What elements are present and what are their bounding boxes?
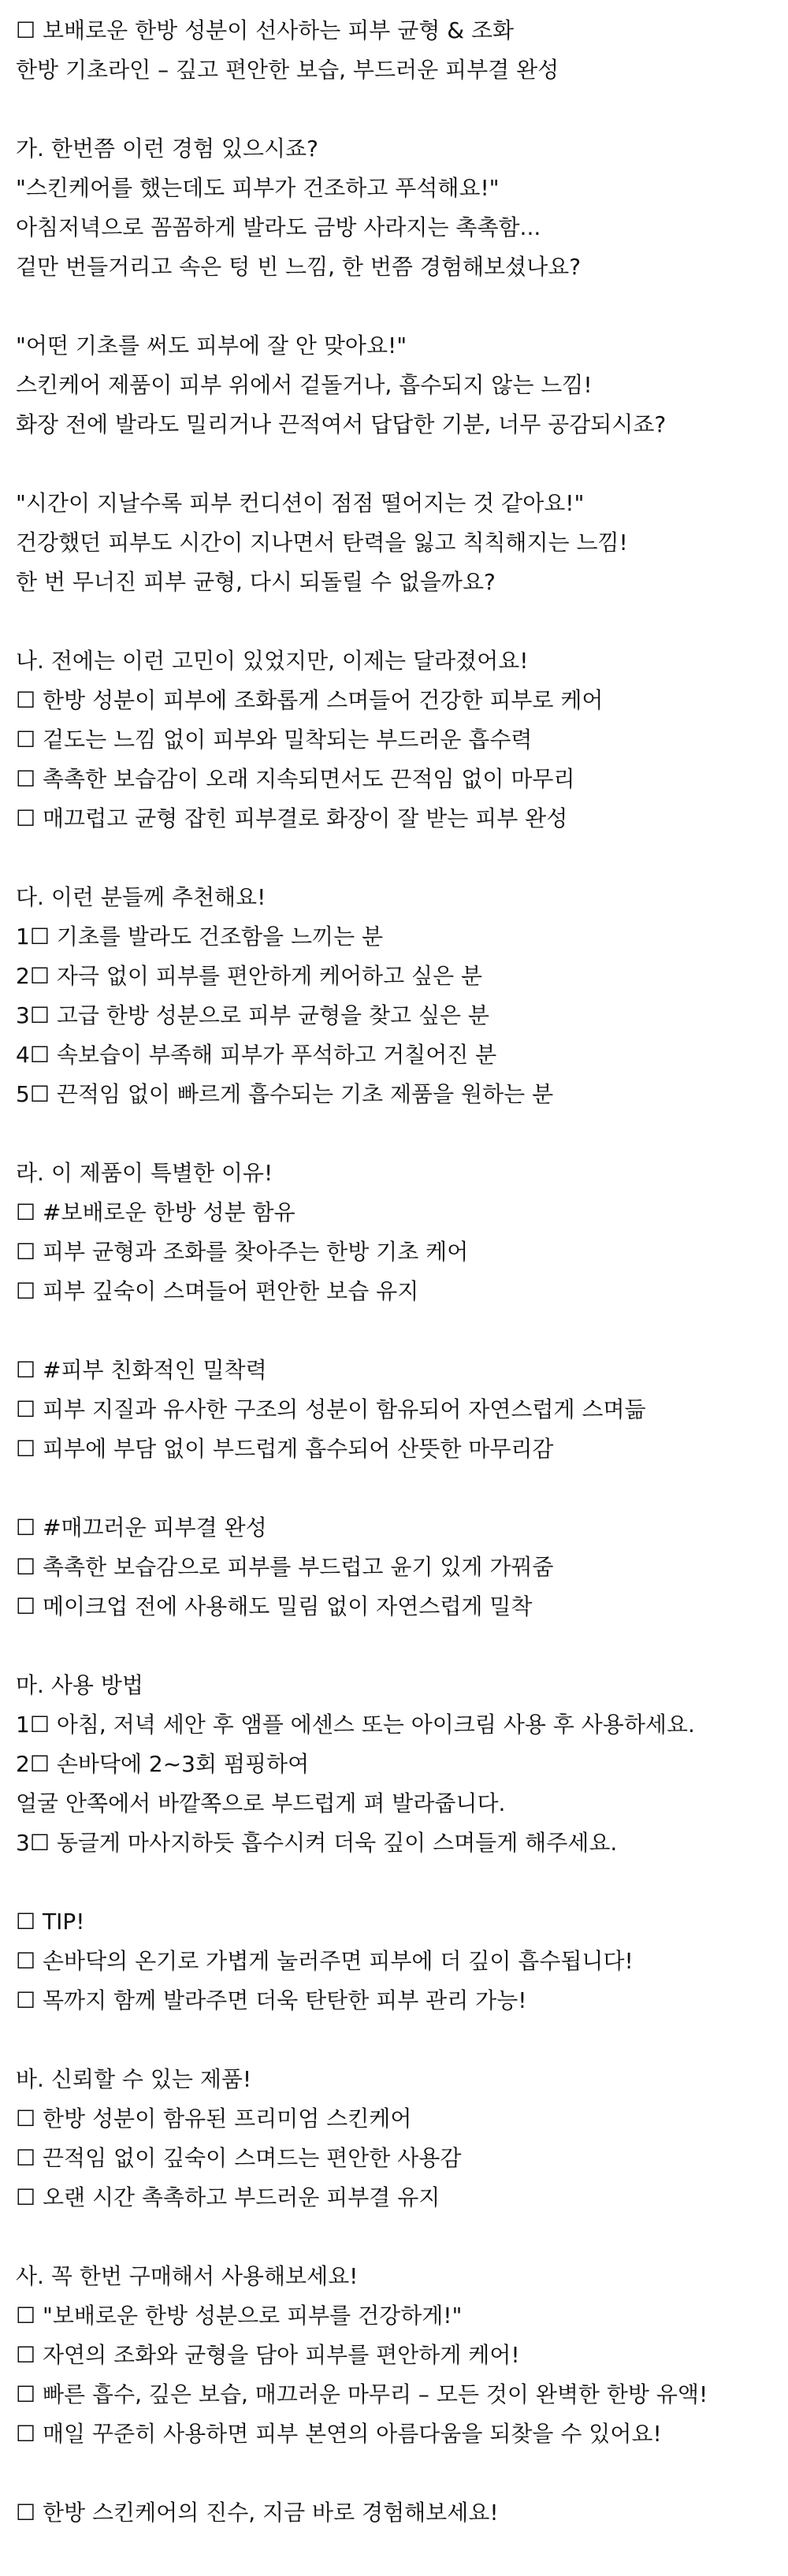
text-line: ☐ 오랜 시간 촉촉하고 부드러운 피부결 유지 <box>16 2184 440 2210</box>
text-line: 한 번 무너진 피부 균형, 다시 되돌릴 수 없을까요? <box>16 569 496 595</box>
text-line: 가. 한번쯤 이런 경험 있으시죠? <box>16 136 318 162</box>
text-line: ☐ #매끄러운 피부결 완성 <box>16 1515 267 1541</box>
blank-line <box>16 2217 772 2257</box>
text-line: ☐ 매끄럽고 균형 잡힌 피부결로 화장이 잘 받는 피부 완성 <box>16 805 568 831</box>
text-line: "시간이 지날수록 피부 컨디션이 점점 떨어지는 것 같아요!" <box>16 490 585 516</box>
text-line: ☐ #보배로운 한방 성분 함유 <box>16 1199 296 1225</box>
text-line: 3☐ 동글게 마사지하듯 흡수시켜 더욱 깊이 스며들게 해주세요. <box>16 1830 618 1856</box>
text-line: ☐ 보배로운 한방 성분이 선사하는 피부 균형 & 조화 <box>16 17 515 43</box>
text-line: 스킨케어 제품이 피부 위에서 겉돌거나, 흡수되지 않는 느낌! <box>16 372 593 398</box>
text-line: 5☐ 끈적임 없이 빠르게 흡수되는 기초 제품을 원하는 분 <box>16 1081 554 1107</box>
text-line: 얼굴 안쪽에서 바깥쪽으로 부드럽게 펴 발라줍니다. <box>16 1790 506 1816</box>
text-line: 1☐ 아침, 저녁 세안 후 앰플 에센스 또는 아이크림 사용 후 사용하세요. <box>16 1712 695 1738</box>
text-line: ☐ 피부 지질과 유사한 구조의 성분이 함유되어 자연스럽게 스며듦 <box>16 1396 646 1422</box>
text-line: 한방 기초라인 – 깊고 편안한 보습, 부드러운 피부결 완성 <box>16 57 559 83</box>
text-line: 라. 이 제품이 특별한 이유! <box>16 1160 273 1186</box>
text-line: 다. 이런 분들께 추천해요! <box>16 884 266 910</box>
text-line: 바. 신뢰할 수 있는 제품! <box>16 2066 252 2092</box>
text-line: ☐ TIP! <box>16 1909 85 1935</box>
product-description-text <box>16 11 772 2533</box>
blank-line <box>16 2020 772 2060</box>
text-line: "스킨케어를 했는데도 피부가 건조하고 푸석해요!" <box>16 175 500 201</box>
blank-line <box>16 1469 772 1508</box>
text-line: 나. 전에는 이런 고민이 있었지만, 이제는 달라졌어요! <box>16 648 529 674</box>
text-line: 화장 전에 발라도 밀리거나 끈적여서 답답한 기분, 너무 공감되시죠? <box>16 411 667 437</box>
text-line: ☐ 손바닥의 온기로 가볍게 눌러주면 피부에 더 깊이 흡수됩니다! <box>16 1948 634 1974</box>
blank-line <box>16 1863 772 1902</box>
text-line: ☐ 목까지 함께 발라주면 더욱 탄탄한 피부 관리 가능! <box>16 1987 527 2013</box>
text-line: ☐ 메이크업 전에 사용해도 밀림 없이 자연스럽게 밀착 <box>16 1593 533 1619</box>
text-line: ☐ 한방 성분이 피부에 조화롭게 스며들어 건강한 피부로 케어 <box>16 687 604 713</box>
text-line: ☐ #피부 친화적인 밀착력 <box>16 1357 267 1383</box>
blank-line <box>16 838 772 878</box>
text-line: 3☐ 고급 한방 성분으로 피부 균형을 찾고 싶은 분 <box>16 1002 489 1028</box>
text-line: 2☐ 자극 없이 피부를 편안하게 케어하고 싶은 분 <box>16 963 483 989</box>
text-line: 마. 사용 방법 <box>16 1672 143 1698</box>
text-line: 사. 꼭 한번 구매해서 사용해보세요! <box>16 2263 359 2289</box>
text-line: ☐ 겉도는 느낌 없이 피부와 밀착되는 부드러운 흡수력 <box>16 727 533 753</box>
text-line: ☐ 한방 스킨케어의 진수, 지금 바로 경험해보세요! <box>16 2500 499 2526</box>
text-line: ☐ 촉촉한 보습감으로 피부를 부드럽고 윤기 있게 가꿔줌 <box>16 1554 554 1580</box>
text-line: 건강했던 피부도 시간이 지나면서 탄력을 잃고 칙칙해지는 느낌! <box>16 530 628 556</box>
text-line: ☐ 매일 꾸준히 사용하면 피부 본연의 아름다움을 되찾을 수 있어요! <box>16 2421 662 2447</box>
blank-line <box>16 287 772 326</box>
text-line: ☐ 빠른 흡수, 깊은 보습, 매끄러운 마무리 – 모든 것이 완벽한 한방 유액! <box>16 2381 708 2407</box>
text-line: 겉만 번들거리고 속은 텅 빈 느낌, 한 번쯤 경험해보셨나요? <box>16 254 582 280</box>
text-line: ☐ 자연의 조화와 균형을 담아 피부를 편안하게 케어! <box>16 2342 520 2368</box>
blank-line <box>16 444 772 484</box>
blank-line <box>16 1114 772 1154</box>
blank-line <box>16 1311 772 1351</box>
blank-line <box>16 1626 772 1666</box>
text-line: ☐ "보배로운 한방 성분으로 피부를 건강하게!" <box>16 2303 463 2329</box>
text-line: 1☐ 기초를 발라도 건조함을 느끼는 분 <box>16 924 384 950</box>
text-line: ☐ 피부에 부담 없이 부드럽게 흡수되어 산뜻한 마무리감 <box>16 1436 554 1462</box>
text-line: 2☐ 손바닥에 2~3회 펌핑하여 <box>16 1751 310 1777</box>
blank-line <box>16 2454 772 2493</box>
text-line: ☐ 촉촉한 보습감이 오래 지속되면서도 끈적임 없이 마무리 <box>16 766 575 792</box>
text-line: "어떤 기초를 써도 피부에 잘 안 맞아요!" <box>16 333 407 359</box>
text-line: 아침저녁으로 꼼꼼하게 발라도 금방 사라지는 촉촉함... <box>16 214 541 240</box>
text-line: ☐ 한방 성분이 함유된 프리미엄 스킨케어 <box>16 2106 412 2132</box>
text-line: ☐ 끈적임 없이 깊숙이 스며드는 편안한 사용감 <box>16 2145 462 2171</box>
blank-line <box>16 90 772 129</box>
text-line: 4☐ 속보습이 부족해 피부가 푸석하고 거칠어진 분 <box>16 1042 497 1068</box>
text-line: ☐ 피부 깊숙이 스며들어 편안한 보습 유지 <box>16 1278 419 1304</box>
blank-line <box>16 602 772 641</box>
text-line: ☐ 피부 균형과 조화를 찾아주는 한방 기초 케어 <box>16 1239 469 1265</box>
